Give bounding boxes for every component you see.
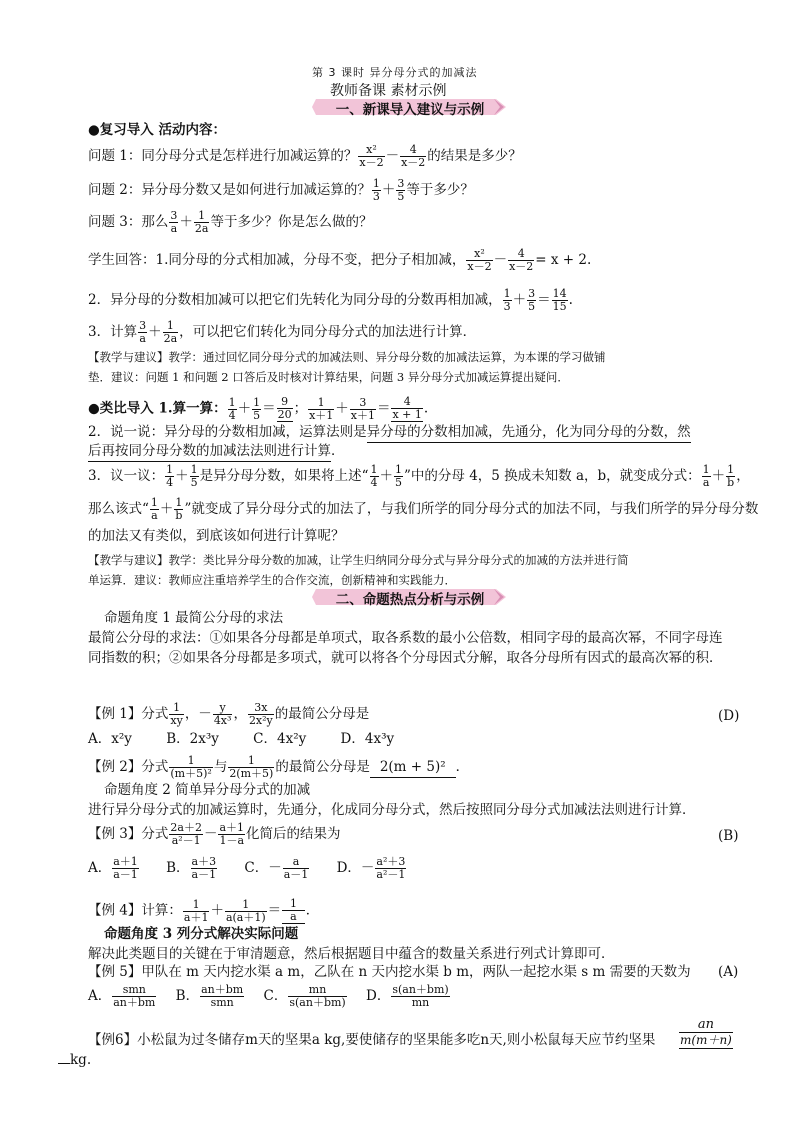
fraction: $\frac{1}{x+1}$	[309, 395, 334, 422]
fraction: $\frac{1}{5}$	[190, 463, 198, 489]
section-banner-1	[312, 97, 508, 117]
fraction: $\frac{1}{xy}$	[170, 701, 183, 727]
student-answer-3: 3．计算 $\frac{3}{a}$ ＋ $\frac{1}{2a}$ ，可以把它们转化为同分母分式的加法进行计算．	[88, 319, 477, 345]
example-1-answer: (D)	[718, 708, 740, 724]
fraction: $\frac{1}{3}$	[503, 287, 511, 313]
example-1: 【例 1】分式 $\frac{1}{xy}$ ，－ $\frac{y}{\text{4x³}}$ ， $\frac{3x}{\text{2x²y}}$ 的最简公分母是	[88, 701, 370, 727]
fraction: $\frac{a}{a-1}$	[283, 855, 309, 881]
fraction: $\frac{\text{smn}}{an+bm}$	[113, 983, 156, 1009]
analogy-line-2b: 后再按同分母分数的加减法法则进行计算．	[88, 441, 345, 462]
fraction: $\frac{3}{a}$	[170, 209, 178, 235]
fraction: $\frac{1}{2(m+5)}$	[229, 754, 274, 780]
fraction: $\frac{3}{5}$	[528, 287, 536, 313]
example-3-options: A． $\frac{a+1}{a-1}$ B． $\frac{a+3}{a-1}$ C．－ $\frac{a}{a-1}$ D．－ $\frac{\text{a²＋3}}{\text{a²－1}}$	[88, 855, 406, 881]
fraction: $\frac{1}{5}$	[253, 395, 261, 422]
fraction: $\frac{mn}{s(an+bm)}$	[289, 983, 346, 1009]
section-banner-2	[312, 587, 508, 607]
example-5-options: A． $\frac{\text{smn}}{an+bm}$ B． $\frac{an+bm}{\text{smn}}$ C． $\frac{mn}{s(an+bm)}$ D． $\frac{s(an+bm)}{mn}$	[88, 983, 449, 1009]
fraction: $\frac{\text{x²}}{x-2}$	[467, 247, 492, 273]
analogy-line-2: 2．说一说：异分母的分数相加减，运算法则是异分母的分数相加减，先通分，化为同分母的分数，然	[88, 422, 691, 443]
answer-fraction: $\frac{4}{x + 1}$	[392, 395, 422, 421]
fraction: $\frac{1}{4}$	[370, 463, 378, 489]
topic-angle-2: 命题角度 2 简单异分母分式的加减	[104, 782, 311, 798]
question-1: 问题 1：同分母分式是怎样进行加减运算的？ $\frac{\text{x²}}{x-2}$ － $\frac{4}{x-2}$ 的结果是多少？	[88, 143, 522, 169]
fraction: $\frac{1}{b}$	[727, 463, 735, 489]
example-3: 【例 3】分式 $\frac{2a+2}{\text{a²－1}}$ － $\frac{a+1}{1-a}$ 化简后的结果为	[88, 821, 341, 847]
fraction: $\frac{1}{b}$	[175, 496, 183, 522]
fraction: $\frac{1}{a(a+1)}$	[225, 897, 266, 924]
analogy-line-1: ●类比导入 1.算一算： $\frac{1}{4}$ ＋ $\frac{1}{5}$ ＝ $\frac{9}{20}$ ； $\frac{1}{x+1}$ ＋ $\frac{3}{x+1}$ ＝ $\frac{4}{x + 1}$ .	[88, 395, 429, 422]
rule-3: 解决此类题目的关键在于审清题意，然后根据题目中蕴含的数量关系进行列式计算即可．	[88, 946, 615, 962]
example-2: 【例 2】分式 $\frac{1}{\text{(m＋5)²}}$ 与 $\frac{1}{2(m+5)}$ 的最简公分母是 2(m + 5)² ．	[88, 754, 470, 780]
student-answer-2: 2．异分母的分数相加减可以把它们先转化为同分母的分数再相加减， $\frac{1}{3}$ ＋ $\frac{3}{5}$ ＝ $\frac{14}{15}$ .	[88, 287, 573, 313]
fraction: $\frac{1}{3}$	[372, 177, 380, 203]
analogy-line-5: 的加法又有类似，到底该如何进行计算呢？	[88, 528, 345, 544]
fraction: $\frac{4}{x-2}$	[401, 143, 426, 169]
fraction: $\frac{1}{a}$	[150, 496, 158, 522]
rule-1-line-1: 最简公分母的求法：①如果各分母都是单项式，取各系数的最小公倍数，相同字母的最高次幂，不同字母连	[88, 630, 723, 646]
review-heading: ●复习导入 活动内容：	[88, 122, 226, 138]
fraction: $\frac{3}{x+1}$	[350, 395, 375, 422]
question-3: 问题 3：那么 $\frac{3}{a}$ ＋ $\frac{1}{2a}$ 等于多少？你是怎么做的？	[88, 209, 373, 235]
fraction: $\frac{a+3}{a-1}$	[191, 855, 217, 881]
lesson-title: 第 3 课时 异分母分式的加减法	[312, 66, 478, 79]
analogy-line-4: 那么该式“ $\frac{1}{a}$ ＋ $\frac{1}{b}$ ”就变成了异分母分式的加法了，与我们所学的同分母分式的加法不同，与我们所学的异分母分数	[88, 496, 759, 522]
fraction: $\frac{1}{a+1}$	[183, 897, 209, 924]
lesson-subtitle: 教师备课 素材示例	[330, 83, 447, 99]
teaching-tip-2-line-1: 【教学与建议】教学：类比异分母分数的加减，让学生归纳同分母分式与异分母分式的加减的方法并进行简	[88, 553, 629, 567]
example-4: 【例 4】计算： $\frac{1}{a+1}$ ＋ $\frac{1}{a(a+1)}$ ＝ $\frac{1}{a}$ ．	[88, 897, 320, 924]
example-6-answer: $\frac{an}{m(m+n)}$	[680, 1017, 732, 1047]
teaching-tip-2-line-2: 单运算．建议：教师应注重培养学生的合作交流，创新精神和实践能力．	[88, 573, 456, 587]
teaching-tip-1-line-1: 【教学与建议】教学：通过回忆同分母分式的加减法则、异分母分数的加减法运算，为本课的学习做铺	[88, 350, 606, 364]
fraction: $\frac{14}{15}$	[552, 287, 567, 313]
fraction: $\frac{1}{\text{(m＋5)²}}$	[170, 754, 212, 780]
rule-2: 进行异分母分式的加减运算时，先通分，化成同分母分式，然后按照同分母分式加减法法则进行计算．	[88, 802, 696, 818]
fraction: $\frac{3x}{\text{2x²y}}$	[248, 701, 273, 727]
example-6-unit: kg.	[58, 1050, 91, 1070]
banner-1-text: 一、新课导入建议与示例	[335, 102, 485, 118]
fraction: $\frac{\text{a²＋3}}{\text{a²－1}}$	[376, 855, 406, 881]
fraction: $\frac{3}{a}$	[139, 319, 147, 345]
example-4-answer: $\frac{1}{a}$	[282, 898, 305, 924]
question-2: 问题 2：异分母分数又是如何进行加减运算的？ $\frac{1}{3}$ ＋ $\frac{3}{5}$ 等于多少？	[88, 177, 474, 203]
fraction: $\frac{1}{a}$	[702, 463, 710, 489]
teaching-tip-1-line-2: 垫．建议：问题 1 和问题 2 口答后及时核对计算结果，问题 3 异分母分式加减运算提出疑问．	[88, 370, 569, 384]
fraction: $\frac{2a+2}{\text{a²－1}}$	[170, 821, 202, 847]
student-answer-1: 学生回答：1.同分母的分式相加减，分母不变，把分子相加减， $\frac{\text{x²}}{x-2}$ － $\frac{4}{x-2}$ = x + 2.	[88, 247, 592, 273]
fraction: $\frac{3}{5}$	[397, 177, 405, 203]
example-5-answer: (A)	[718, 964, 739, 980]
fraction: $\frac{4}{x-2}$	[509, 247, 534, 273]
fraction: $\frac{1}{5}$	[395, 463, 402, 489]
fraction: $\frac{an+bm}{\text{smn}}$	[201, 983, 244, 1009]
fraction: $\frac{1}{2a}$	[163, 319, 178, 345]
fraction: $\frac{1}{4}$	[228, 395, 236, 422]
fraction: $\frac{y}{\text{4x³}}$	[213, 701, 232, 727]
analogy-line-3: 3．议一议： $\frac{1}{4}$ ＋ $\frac{1}{5}$ 是异分母分数，如果将上述“ $\frac{1}{4}$ ＋ $\frac{1}{5}$ ”中的分母 4，5 换成未知数 a，b，就变成分式： $\frac{1}{a}$ ＋ $\frac{1}{b}$ ，	[88, 463, 750, 489]
example-5: 【例 5】甲队在 m 天内挖水渠 a m，乙队在 n 天内挖水渠 b m，两队一起挖水渠 s m 需要的天数为	[88, 964, 691, 980]
fraction: $\frac{1}{4}$	[166, 463, 174, 489]
topic-angle-3: 命题角度 3 列分式解决实际问题	[104, 926, 299, 942]
rule-1-line-2: 同指数的积；②如果各分母都是多项式，就可以将各个分母因式分解，取各分母所有因式的最高次幂的积．	[88, 650, 723, 666]
example-2-answer: 2(m + 5)²	[370, 757, 456, 778]
example-3-answer: (B)	[718, 828, 739, 844]
fraction: $\frac{1}{2a}$	[194, 209, 209, 235]
fraction: $\frac{\text{x²}}{x-2}$	[359, 143, 384, 169]
example-6: 【例6】小松鼠为过冬储存m天的坚果a kg,要使储存的坚果能多吃n天,则小松鼠每天应节约坚果	[88, 1032, 656, 1048]
answer-fraction: $\frac{9}{20}$	[277, 395, 292, 421]
fraction: $\frac{a+1}{a-1}$	[113, 855, 138, 881]
example-1-options: A．x²y B．2x³y C．4x²y D．4x³y	[88, 731, 395, 747]
banner-2-text: 二、命题热点分析与示例	[335, 592, 485, 608]
fraction: $\frac{a+1}{1-a}$	[219, 821, 245, 847]
fraction: $\frac{s(an+bm)}{mn}$	[392, 983, 449, 1009]
topic-angle-1: 命题角度 1 最简公分母的求法	[104, 610, 284, 626]
